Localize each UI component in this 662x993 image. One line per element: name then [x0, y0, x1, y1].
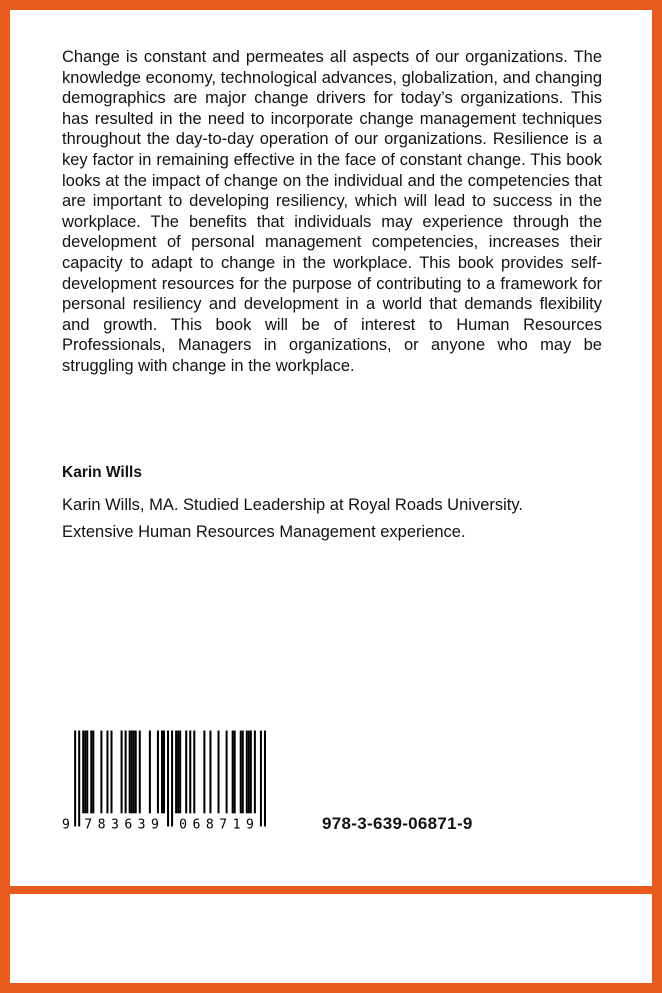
author-bio — [62, 492, 523, 546]
author-bio-line: Karin Wills, MA. Studied Leadership at Royal Roads University. — [62, 496, 523, 514]
author-bio-line: Extensive Human Resources Management experience. — [62, 523, 466, 541]
barcode-digits-group2: 068719 — [179, 817, 254, 833]
author-name: Karin Wills — [62, 464, 142, 481]
barcode-digits-group1: 783639 — [84, 817, 159, 833]
barcode-graphic — [60, 729, 268, 833]
barcode-digit-left: 9 — [62, 817, 70, 833]
orange-stripe — [0, 886, 662, 894]
isbn-text: 978-3-639-06871-9 — [322, 814, 473, 833]
barcode — [60, 729, 268, 833]
book-description: Change is constant and permeates all aspects of our organizations. The knowledge economy, technological advances, globalization, and changing demographics are major change drivers for today’s organizations. This has resulted in the need to incorporate change management techniques throughout the day-to-day operation of our organizations. Resilience is a key factor in remaining effective in the face of constant change. This book looks at the impact of change on the individual and the competencies that are important to developing resiliency, which will lead to success in the workplace. The benefits that individuals may experience through the development of personal management competencies, increases their capacity to adapt to change in the workplace. This book provides self-development resources for the purpose of contributing to a framework for personal resiliency and development in a world that demands flexibility and growth. This book will be of interest to Human Resources Professionals, Managers in organizations, or anyone who may be struggling with change in the workplace. — [62, 48, 602, 375]
barcode-bars — [74, 731, 266, 827]
